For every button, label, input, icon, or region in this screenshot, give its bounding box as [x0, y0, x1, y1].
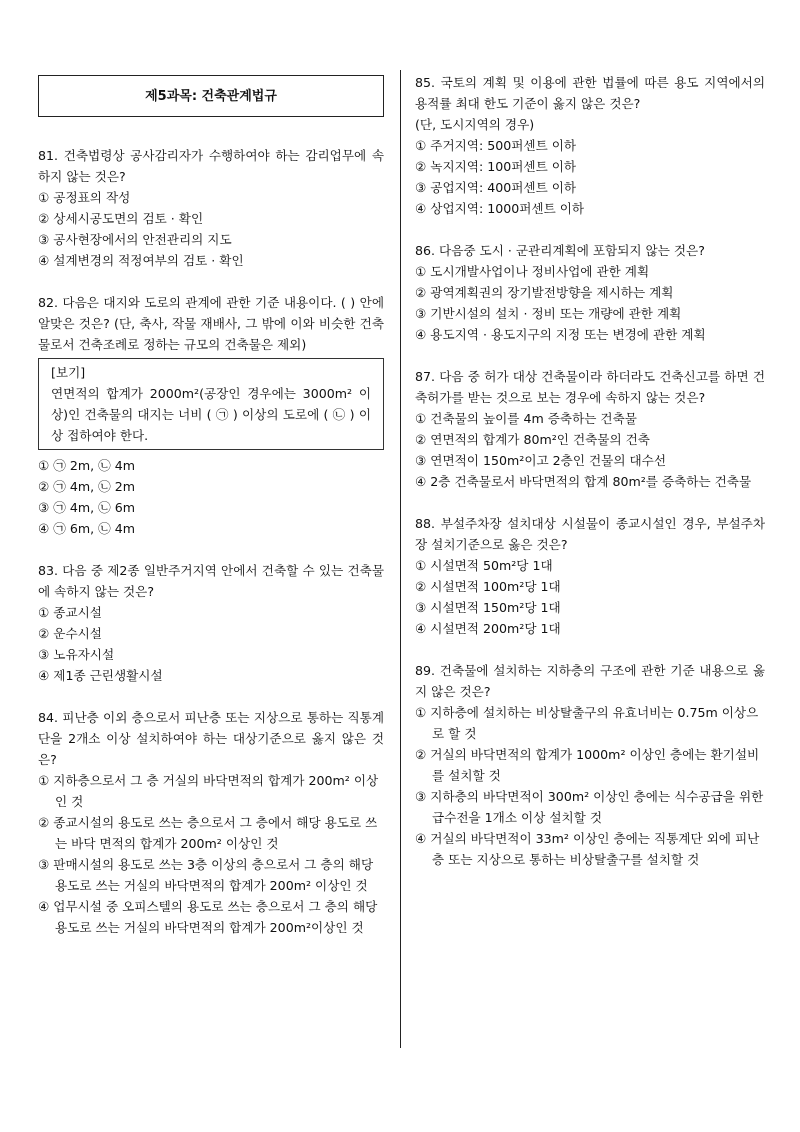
column-divider [400, 70, 401, 1048]
question-stem: 84. 피난층 이외 층으로서 피난층 또는 지상으로 통하는 직통계단을 2개소 이상 설치하여야 하는 대상기준으로 옳지 않은 것은? [38, 710, 384, 767]
option-2[interactable]: ② 시설면적 100m²당 1대 [415, 579, 561, 594]
option-2[interactable]: ② 종교시설의 용도로 쓰는 층으로서 그 층에서 해당 용도로 쓰는 바닥 면적의 합계가 200m² 이상인 것 [38, 815, 378, 851]
example-box-text: 연면적의 합계가 2000m²(공장인 경우에는 3000m² 이상)인 건축물의 대지는 너비 ( ㉠ ) 이상의 도로에 ( ㉡ ) 이상 접하여야 한다. [51, 386, 371, 443]
question-87 [415, 366, 765, 492]
question-89 [415, 660, 765, 870]
question-stem: 82. 다음은 대지와 도로의 관계에 관한 기준 내용이다. ( ) 안에 알맞은 것은? (단, 축사, 작물 재배사, 그 밖에 이와 비슷한 건축물로서 건축조례로 정하는 규모의 건축물은 제외) [38, 295, 384, 352]
question-82 [38, 292, 384, 539]
option-3[interactable]: ③ 기반시설의 설치 · 정비 또는 개량에 관한 계획 [415, 306, 682, 321]
question-stem: 87. 다음 중 허가 대상 건축물이라 하더라도 건축신고를 하면 건축허가를 받는 것으로 보는 경우에 속하지 않는 것은? [415, 369, 765, 405]
question-note: (단, 도시지역의 경우) [415, 117, 535, 132]
option-3[interactable]: ③ 노유자시설 [38, 647, 115, 662]
option-3[interactable]: ③ 지하층의 바닥면적이 300m² 이상인 층에는 식수공급을 위한 급수전을 1개소 이상 설치할 것 [415, 789, 764, 825]
question-stem: 88. 부설주차장 설치대상 시설물이 종교시설인 경우, 부설주차장 설치기준으로 옳은 것은? [415, 516, 765, 552]
question-stem: 81. 건축법령상 공사감리자가 수행하여야 하는 감리업무에 속하지 않는 것은? [38, 148, 384, 184]
option-4[interactable]: ④ 설계변경의 적정여부의 검토 · 확인 [38, 253, 244, 268]
question-88 [415, 513, 765, 639]
question-84 [38, 707, 384, 938]
option-4[interactable]: ④ 상업지역: 1000퍼센트 이하 [415, 201, 585, 216]
option-4[interactable]: ④ 2층 건축물로서 바닥면적의 합계 80m²를 증축하는 건축물 [415, 474, 752, 489]
option-3[interactable]: ③ 공사현장에서의 안전관리의 지도 [38, 232, 232, 247]
option-2[interactable]: ② 광역계획권의 장기발전방향을 제시하는 계획 [415, 285, 674, 300]
option-2[interactable]: ② 상세시공도면의 검토 · 확인 [38, 211, 204, 226]
option-4[interactable]: ④ 제1종 근린생활시설 [38, 668, 163, 683]
option-3[interactable]: ③ ㉠ 4m, ㉡ 6m [38, 500, 136, 515]
option-4[interactable]: ④ 용도지역 · 용도지구의 지정 또는 변경에 관한 계획 [415, 327, 706, 342]
option-1[interactable]: ① 건축물의 높이를 4m 증축하는 건축물 [415, 411, 637, 426]
option-1[interactable]: ① 종교시설 [38, 605, 102, 620]
question-81 [38, 145, 384, 271]
option-2[interactable]: ② ㉠ 4m, ㉡ 2m [38, 479, 136, 494]
question-stem: 83. 다음 중 제2종 일반주거지역 안에서 건축할 수 있는 건축물에 속하지 않는 것은? [38, 563, 384, 599]
option-4[interactable]: ④ 시설면적 200m²당 1대 [415, 621, 561, 636]
example-box [38, 358, 384, 450]
option-2[interactable]: ② 연면적의 합계가 80m²인 건축물의 건축 [415, 432, 650, 447]
question-85 [415, 72, 765, 219]
subject-title-box [38, 75, 384, 117]
right-column [415, 72, 765, 891]
example-box-label: [보기] [51, 365, 86, 380]
left-column [38, 72, 384, 959]
option-1[interactable]: ① 주거지역: 500퍼센트 이하 [415, 138, 577, 153]
option-3[interactable]: ③ 판매시설의 용도로 쓰는 3층 이상의 층으로서 그 층의 해당 용도로 쓰는 거실의 바닥면적의 합계가 200m² 이상인 것 [38, 857, 374, 893]
option-3[interactable]: ③ 시설면적 150m²당 1대 [415, 600, 561, 615]
question-stem: 89. 건축물에 설치하는 지하층의 구조에 관한 기준 내용으로 옳지 않은 것은? [415, 663, 765, 699]
option-2[interactable]: ② 녹지지역: 100퍼센트 이하 [415, 159, 577, 174]
subject-title: 제5과목: 건축관계법규 [145, 88, 277, 104]
option-1[interactable]: ① 시설면적 50m²당 1대 [415, 558, 553, 573]
option-3[interactable]: ③ 연면적이 150m²이고 2층인 건물의 대수선 [415, 453, 666, 468]
option-3[interactable]: ③ 공업지역: 400퍼센트 이하 [415, 180, 577, 195]
question-86 [415, 240, 765, 345]
option-1[interactable]: ① ㉠ 2m, ㉡ 4m [38, 458, 136, 473]
option-1[interactable]: ① 도시개발사업이나 정비사업에 관한 계획 [415, 264, 650, 279]
option-2[interactable]: ② 운수시설 [38, 626, 102, 641]
option-4[interactable]: ④ 거실의 바닥면적이 33m² 이상인 층에는 직통계단 외에 피난층 또는 지상으로 통하는 비상탈출구를 설치할 것 [415, 831, 760, 867]
option-1[interactable]: ① 지하층으로서 그 층 거실의 바닥면적의 합계가 200m² 이상인 것 [38, 773, 379, 809]
question-83 [38, 560, 384, 686]
question-stem: 85. 국토의 계획 및 이용에 관한 법률에 따른 용도 지역에서의 용적률 최대 한도 기준이 옳지 않은 것은? [415, 75, 765, 111]
option-1[interactable]: ① 지하층에 설치하는 비상탈출구의 유효너비는 0.75m 이상으로 할 것 [415, 705, 759, 741]
option-2[interactable]: ② 거실의 바닥면적의 합계가 1000m² 이상인 층에는 환기설비를 설치할 것 [415, 747, 760, 783]
option-4[interactable]: ④ 업무시설 중 오피스텔의 용도로 쓰는 층으로서 그 층의 해당 용도로 쓰는 거실의 바닥면적의 합계가 200m²이상인 것 [38, 899, 378, 935]
option-1[interactable]: ① 공정표의 작성 [38, 190, 131, 205]
option-4[interactable]: ④ ㉠ 6m, ㉡ 4m [38, 521, 136, 536]
question-stem: 86. 다음중 도시 · 군관리계획에 포함되지 않는 것은? [415, 243, 705, 258]
